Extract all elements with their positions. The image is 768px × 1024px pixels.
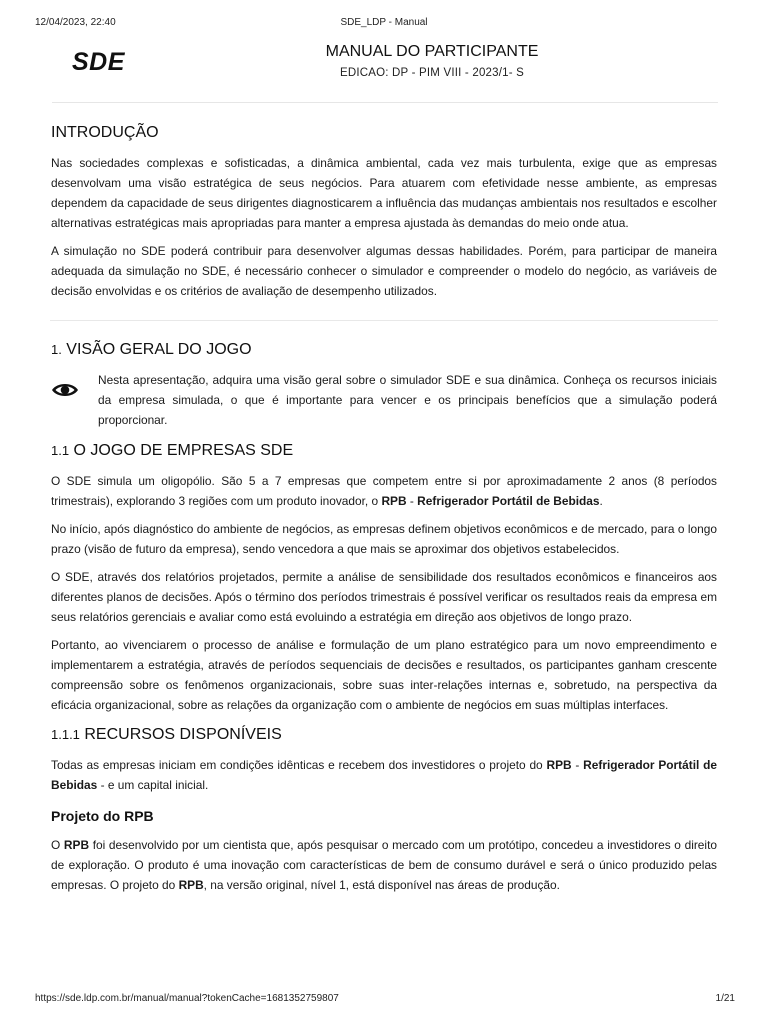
section-1-heading <box>51 339 717 361</box>
section-1-1-1-heading <box>51 724 717 746</box>
section-1-1-1-title: RECURSOS DISPONÍVEIS <box>84 726 282 743</box>
rpb-term: RPB <box>381 494 407 508</box>
rpb-full-name: Refrigerador Portátil de Bebidas <box>51 758 717 792</box>
sde-logo: SDE <box>72 48 125 76</box>
section-1-1-paragraph-2: No início, após diagnóstico do ambiente de negócios, as empresas definem objetivos econômicos e de mercado, para o longo prazo (visão de futuro da empresa), sendo vencedora a que mais se aproximar dos objetivos estabelecidos. <box>51 522 717 556</box>
print-footer <box>35 993 735 1007</box>
section-1-1-1-paragraph-1 <box>51 755 717 795</box>
section-1-1-heading <box>51 440 717 462</box>
section-1-1-paragraph-4: Portanto, ao vivenciarem o processo de análise e formulação de um plano estratégico para um novo empreendimento e implementarem a estratégia, através de períodos sequenciais de decisões e resultados, os participantes ganham crescente compreensão sobre os fenômenos organizacionais, sobre suas inter-relações internas e, sobretudo, na perspectiva da eficácia organizacional, sobre as relações da organização com o ambiente de negócios em suas múltiplas interfaces. <box>51 638 717 712</box>
rpb-term: RPB <box>63 838 90 852</box>
text-run: - <box>571 758 584 772</box>
text-run: . <box>599 494 603 508</box>
document-header <box>52 40 718 103</box>
section-1-1-paragraph-3: O SDE, através dos relatórios projetados, permite a análise de sensibilidade dos resultados econômicos e financeiros aos diferentes planos de decisões. Após o término dos períodos trimestrais é possível verificar os resultados reais da empresa em seus relatórios gerenciais e avaliar como está evoluindo a estratégia em direção aos objetivos de longo prazo. <box>51 570 717 624</box>
manual-content <box>51 118 717 895</box>
text-run: O SDE simula um oligopólio. São 5 a 7 empresas que competem entre si por aproximadamente 2 anos (8 períodos trimestrais), explorando 3 regiões com um produto inovador, o <box>51 474 717 508</box>
text-run: O <box>51 838 64 852</box>
section-1-1-paragraph-1 <box>51 471 717 511</box>
overview-callout-text: Nesta apresentação, adquira uma visão geral sobre o simulador SDE e sua dinâmica. Conheça os recursos iniciais da empresa simulada, o que é importante para vencer e os principais benefícios que a simulação poderá proporcionar. <box>98 373 717 427</box>
eye-icon <box>51 380 79 400</box>
print-page-title: SDE_LDP - Manual <box>340 17 428 28</box>
intro-heading: INTRODUÇÃO <box>51 124 159 141</box>
intro-paragraph-2: A simulação no SDE poderá contribuir para desenvolver algumas dessas habilidades. Porém, para participar de maneira adequada da simulação no SDE, é necessário conhecer o simulador e compreender o modelo do negócio, as variáveis de decisão envolvidas e os critérios de avaliação de desempenho utilizados. <box>51 244 717 298</box>
projeto-rpb-paragraph <box>51 835 717 895</box>
section-1-number: 1. <box>51 342 62 357</box>
text-run: Todas as empresas iniciam em condições idênticas e recebem dos investidores o projeto do <box>51 758 547 772</box>
print-header <box>35 17 733 31</box>
overview-callout <box>51 370 717 430</box>
rpb-term: RPB <box>546 758 572 772</box>
section-1-1-number: 1.1 <box>51 443 70 458</box>
text-run: , na versão original, nível 1, está disponível nas áreas de produção. <box>203 878 560 892</box>
intro-paragraph-1: Nas sociedades complexas e sofisticadas, a dinâmica ambiental, cada vez mais turbulenta, exige que as empresas desenvolvam uma visão estratégica de seus negócios. Para atuarem com efetividade nesse ambiente, as empresas dependem da capacidade de seus dirigentes diagnosticarem a influência das mudanças ambientais nos resultados e escolher alternativas estratégicas mais apropriadas para manter a empresa ajustada às demandas do meio onde atua. <box>51 156 717 230</box>
document-edition: EDICAO: DP - PIM VIII - 2023/1- S <box>339 67 525 79</box>
section-1-title: VISÃO GERAL DO JOGO <box>66 341 252 358</box>
section-divider <box>50 320 718 321</box>
text-run: - e um capital inicial. <box>97 778 209 792</box>
print-date: 12/04/2023, 22:40 <box>35 17 116 28</box>
text-run: foi desenvolvido por um cientista que, após pesquisar o mercado com um protótipo, concedeu a investidores o direito de exploração. O produto é uma inovação com características de bem de consumo durável e será o único produzido pelas empresas. O projeto do <box>51 838 717 892</box>
projeto-rpb-heading: Projeto do RPB <box>51 808 154 824</box>
rpb-term: RPB <box>178 878 204 892</box>
section-1-1-title: O JOGO DE EMPRESAS SDE <box>73 442 294 459</box>
document-title: MANUAL DO PARTICIPANTE <box>325 43 539 60</box>
rpb-full-name: Refrigerador Portátil de Bebidas <box>417 494 600 508</box>
section-1-1-1-number: 1.1.1 <box>51 727 80 742</box>
page-url: https://sde.ldp.com.br/manual/manual?tokenCache=1681352759807 <box>35 993 339 1004</box>
page-number: 1/21 <box>715 993 735 1004</box>
text-run: - <box>406 494 418 508</box>
